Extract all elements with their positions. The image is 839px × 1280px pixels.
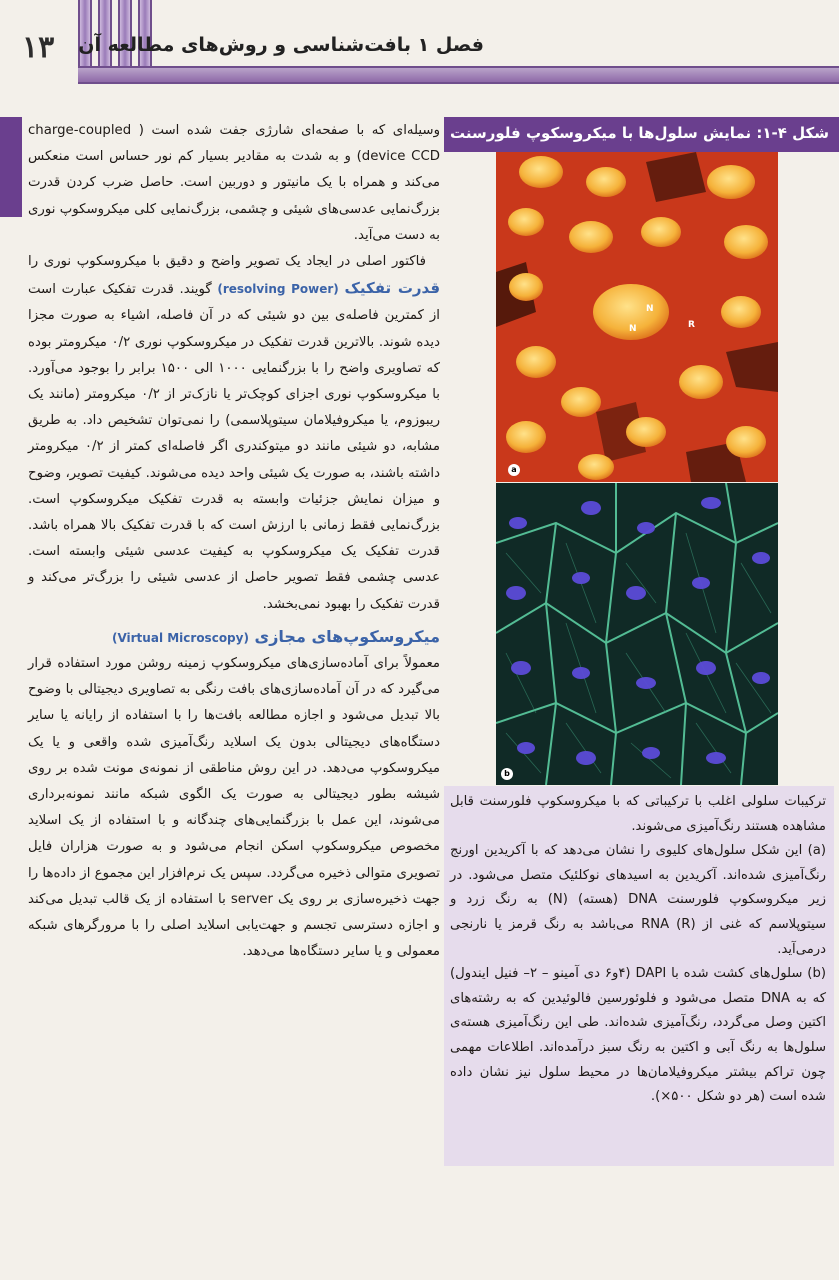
caption-item-b: (b) سلول‌های کشت شده با DAPI (۴و۶ دی آمینو – ۲– فنیل ایندول) که به DNA متصل می‌شود و فلوئورسین فالوئیدین که به رشته‌های اکتین وصل می‌گردد، رنگ‌آمیزی شده‌اند. طی این رنگ‌آمیزی هسته‌ی سلول‌ها به رنگ آبی و اکتین به رنگ سبز درآمده‌اند. اطلاعات مهمی چون تراکم بیشتر میکروفیلامان‌ها در محیط سلول نیز نشان داده شده است (هر دو شکل ۵۰۰×).	[450, 966, 826, 1105]
main-text-column	[28, 118, 440, 966]
section-title-en: (Virtual Microscopy)	[111, 630, 249, 645]
paragraph-resolving-power	[28, 249, 440, 618]
figure-caption	[444, 786, 834, 1166]
micrograph-cultured-cells	[496, 483, 778, 785]
label-nucleus: N	[646, 304, 654, 314]
section-heading-virtual-microscopy	[28, 624, 440, 651]
paragraph-ccd: وسیله‌ای که با صفحه‌ای شارژی جفت شده است ( charge-coupled device CCD) و به شدت به مقادیر بسیار کم نور حساس است منعکس می‌کند و همراه با یک مانیتور و دوربین است. حاصل ضرب کردن قدرت بزرگ‌نمایی عدسی‌های شیئی و چشمی، بزرگ‌نمایی کلی میکروسکوپ نوری به دست می‌آید.	[28, 123, 440, 243]
micrograph-kidney-cells	[496, 152, 778, 482]
keyword-resolving-power-en: (resolving Power)	[217, 282, 339, 297]
paragraph-text: فاکتور اصلی در ایجاد یک تصویر واضح و دقیق با میکروسکوپ نوری را	[28, 254, 426, 270]
section-title: میکروسکوپ‌های مجازی	[254, 626, 440, 646]
label-rna: R	[688, 320, 695, 330]
label-nucleus: N	[629, 324, 637, 334]
figure-title: شکل ۴-۱: نمایش سلول‌ها با میکروسکوپ فلورسنت	[444, 117, 839, 152]
panel-label-a: a	[508, 464, 520, 476]
page-number: ۱۳	[22, 30, 55, 65]
chapter-title: فصل ۱ بافت‌شناسی و روش‌های مطالعه آن	[78, 34, 484, 56]
side-tab	[0, 117, 22, 217]
panel-label-b: b	[501, 768, 513, 780]
paragraph-text: گویند. قدرت تفکیک عبارت است از کمترین فاصله‌ی بین دو شیئی که در آن فاصله، اشیاء به صورت مجزا دیده شوند. بالاترین قدرت تفکیک در میکروسکوپ نوری ۰/۲ میکرومتر بوده که تصاویری واضح را با بزرگنمایی ۱۰۰۰ الی ۱۵۰۰ برابر را بوجود می‌آورد. با میکروسکوپ نوری اجزای کوچک‌تر یا نازک‌تر از ۰/۲ میکرومتر (مانند یک ریبوزوم، یا میکروفیلامان سیتوپلاسمی) را نمی‌توان تشخیص داد. به طریق مشابه، دو شیئی مانند دو میتوکندری اگر فاصله‌ای کمتر از ۰/۲ میکرومتر داشته باشند، به صورت یک شیئی واحد دیده می‌شوند. کیفیت تصویر، وضوح و میزان نمایش جزئیات وابسته به قدرت تفکیک میکروسکوپ است. بزرگ‌نمایی فقط زمانی با ارزش است که با قدرت تفکیک بالا همراه باشد. قدرت تفکیک یک میکروسکوپ به کیفیت عدسی شیئی وابسته است. عدسی چشمی فقط تصویر حاصل از عدسی شیئی را بزرگ‌تر می‌کند و قدرت تفکیک را بهبود نمی‌بخشد.	[28, 282, 441, 612]
header-bar	[78, 66, 839, 84]
keyword-resolving-power: قدرت تفکیک	[344, 279, 441, 298]
micrograph-a-image	[496, 152, 778, 482]
caption-item-a: (a) این شکل سلول‌های کلیوی را نشان می‌دهد که با آکریدین اورنج رنگ‌آمیزی شده‌اند. آکریدین به اسیدهای نوکلئیک متصل می‌شود. در زیر میکروسکوپ فلورسنت DNA (هسته) (N) به رنگ زرد و سیتوپلاسم که غنی از RNA (R) می‌باشد به رنگ قرمز یا نارنجی درمی‌آید.	[450, 843, 826, 957]
caption-intro: ترکیبات سلولی اغلب با ترکیباتی که با میکروسکوپ فلورسنت قابل مشاهده هستند رنگ‌آمیزی می‌شوند.	[450, 794, 826, 834]
paragraph-virtual-microscopy: معمولاً برای آماده‌سازی‌های میکروسکوپ زمینه روشن مورد استفاده قرار می‌گیرد که در آن آماده‌سازی‌های بافت رنگی به تصاویری دیجیتالی با وضوح بالا تبدیل می‌شود و اجازه مطالعه بافت‌ها را با استفاده از رایانه یا سایر دستگاه‌های دیجیتالی بدون یک اسلاید رنگ‌آمیزی شده واقعی و یا یک میکروسکوپ می‌دهد. در این روش مناطقی از نمونه‌ی مونت شده بر روی شیشه بطور دیجیتالی به صورت یک الگوی شبکه مانند نمونه‌برداری می‌شوند، این عمل با بزرگنمایی‌های چندگانه و با استفاده از یک اسلاید مخصوص میکروسکوپ اسکن انجام می‌شود و به صورت هزاران فایل تصویری متوالی ذخیره می‌گردد. سپس یک نرم‌افزار این مجموع از داده‌ها را جهت ذخیره‌سازی بر روی یک server با استفاده از یک قالب تبدیل می‌کند و اجازه دسترسی تجسم و جهت‌یابی اسلاید اصلی را با مرورگرهای شبکه معمولی و یا سایر دستگاه‌ها می‌دهد.	[28, 656, 440, 960]
micrograph-b-image	[496, 483, 778, 785]
